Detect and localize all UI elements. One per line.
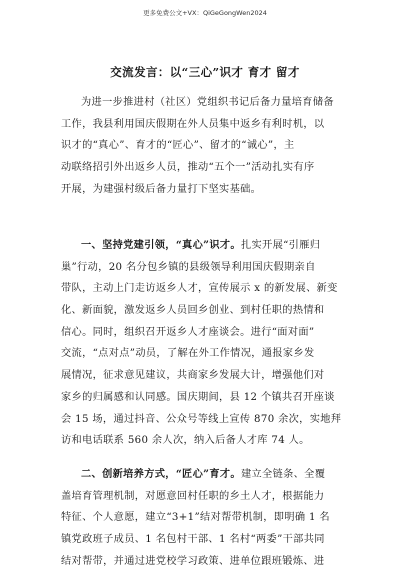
text-line: 展情况，征求意见建议，共商家乡发展大计，增强他们对 [61,370,325,382]
text-line: 特征、个人意愿，建立“3+1”结对帮带机制，即明确 1 名 [61,512,330,524]
text-line: 信心。同时，组织召开返乡人才座谈会。进行“面对面” [61,326,315,338]
text-line: 会 15 场，通过抖音、公众号等线上宣传 870 余次，实地拜 [61,413,342,425]
text-line: 化、新面貌，激发返乡人员回乡创业、到村任职的热情和 [61,305,325,317]
text-line: 带队，主动上门走访返乡人才，宣传展示 x 的新发展、新变 [61,283,338,295]
document-title: 交流发言：以“三心”识才 育才 留才 [110,65,300,79]
text-line: 结对帮带，并通过进党校学习政策、进单位跟班锻炼、进 [61,555,325,567]
text-line: 访和电话联系 560 余人次，纳入后备人才库 74 人。 [61,435,310,447]
text-line: 盖培育管理机制，对愿意回村任职的乡土人才，根据能力 [61,490,325,502]
text-line: 为进一步推进村（社区）党组织书记后备力量培育储备 [81,97,334,108]
text-line: 家乡的归属感和认同感。国庆期间，县 12 个镇共召开座谈 [61,391,335,403]
page-header-note: 更多免费公文+VX：QiGeGongWen2024 [143,9,267,17]
text-line: 交流，“点对点”动员，了解在外工作情况，通报家乡发 [61,348,315,360]
text-line: 一、坚持党建引领，“真心”识才。扎实开展“引雁归 [81,239,321,251]
text-line: 工作，我县利用国庆假期在外人员集中返乡有利时机，以 [61,118,325,130]
text-line: 动联络招引外出返乡人员，推动“五个一”活动扎实有序 [61,162,315,174]
text-line: 二、创新培养方式，“匠心”育才。建立全链条、全覆 [81,468,326,480]
text-line: 镇党政班子成员、1 名包村干部、1 名村“两委”干部共同 [61,534,325,546]
text-line: 巢”行动，20 名分包乡镇的县级领导利用国庆假期亲自 [61,261,316,273]
paragraph-section-1 [61,235,353,452]
section-heading: 二、创新培养方式，“匠心”育才。 [81,468,241,480]
paragraph-section-2 [61,464,353,572]
text-line: 识才的“真心”、育才的“匠心”、留才的“诚心”，主 [61,140,295,152]
section-heading: 一、坚持党建引领，“真心”识才。 [81,239,241,251]
paragraph-intro [61,92,353,200]
text-line: 开展，为建强村级后备力量打下坚实基础。 [61,183,262,195]
